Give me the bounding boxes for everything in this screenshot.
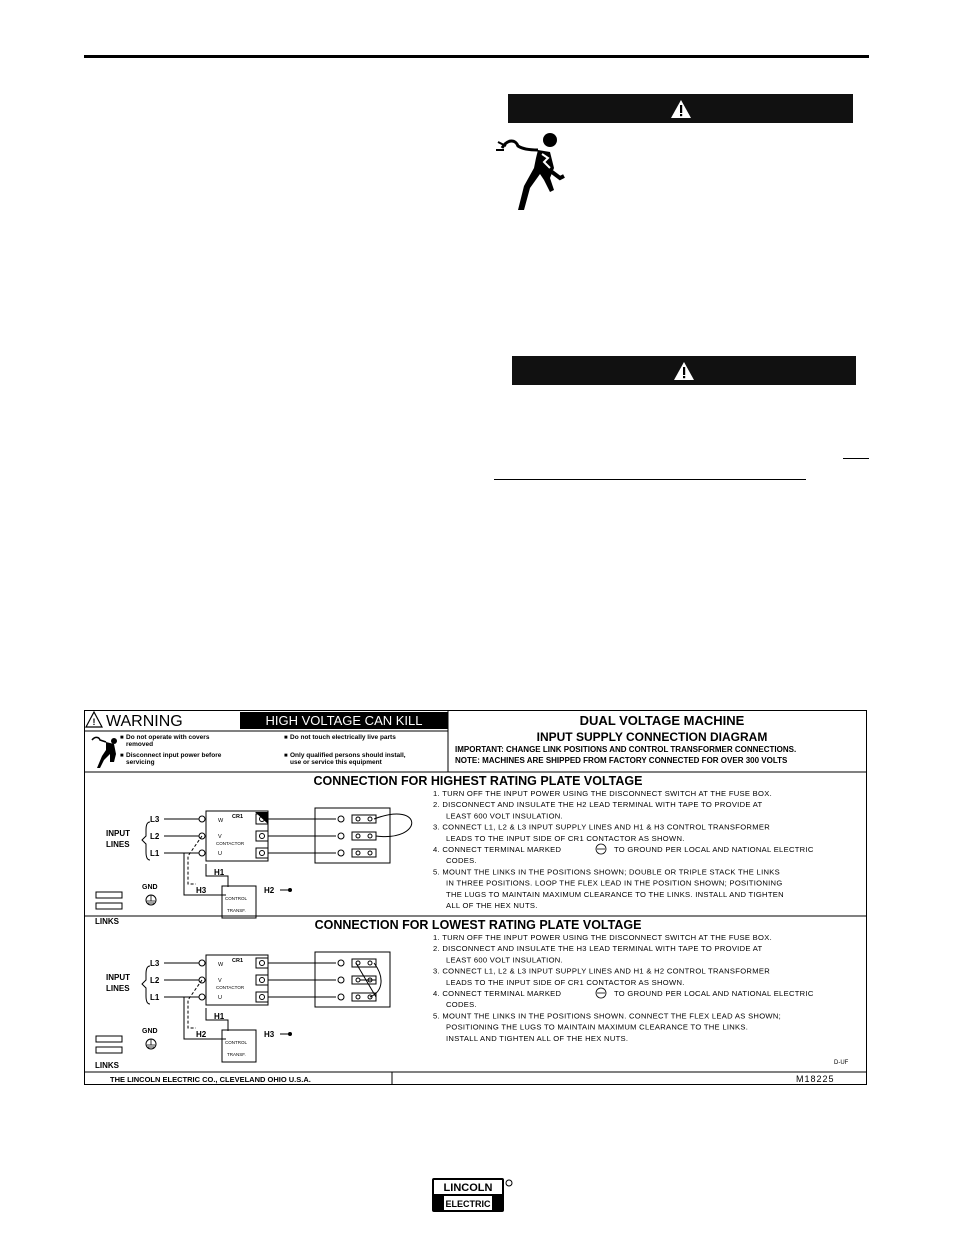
- links-label: LINKS: [95, 1061, 119, 1070]
- control-transformer-box: [222, 1030, 256, 1062]
- lines-label: LINES: [106, 840, 130, 849]
- instruction-step: 2. DISCONNECT AND INSULATE THE H2 LEAD TERMINAL WITH TAPE TO PROVIDE AT: [433, 800, 763, 810]
- warning-bullet-bullet: ■: [120, 753, 124, 759]
- transf-label: TRANSF.: [227, 1052, 246, 1057]
- terminal-lug: [199, 850, 205, 856]
- board-terminal: [338, 960, 344, 966]
- underline-rule: [494, 479, 806, 480]
- contactor-terminal: [256, 975, 268, 985]
- instruction-step: POSITIONING THE LUGS TO MAINTAIN MAXIMUM CLEARANCE TO THE LINKS.: [446, 1022, 749, 1032]
- instruction-step: 4. CONNECT TERMINAL MARKED: [433, 989, 562, 998]
- instruction-step: TO GROUND PER LOCAL AND NATIONAL ELECTRIC: [614, 845, 814, 854]
- warning-bullet-bullet: ■: [284, 735, 288, 741]
- instruction-step: 1. TURN OFF THE INPUT POWER USING THE DISCONNECT SWITCH AT THE FUSE BOX.: [433, 789, 773, 798]
- link-nut: [356, 834, 360, 838]
- instruction-step: 2. DISCONNECT AND INSULATE THE H3 LEAD TERMINAL WITH TAPE TO PROVIDE AT: [433, 944, 763, 954]
- warning-bullet-1: Do not operate with covers: [126, 734, 210, 741]
- contactor-terminal: [256, 831, 268, 841]
- board-terminal: [338, 816, 344, 822]
- link-nut: [368, 834, 372, 838]
- contactor-terminal: [256, 848, 268, 858]
- hb-label: H2: [264, 886, 275, 895]
- warning-triangle-mark: !: [92, 717, 96, 727]
- instruction-step: 1. TURN OFF THE INPUT POWER USING THE DISCONNECT SWITCH AT THE FUSE BOX.: [433, 933, 773, 942]
- instruction-step: 3. CONNECT L1, L2 & L3 INPUT SUPPLY LINES AND H1 & H2 CONTROL TRANSFORMER: [433, 966, 770, 976]
- links-label: LINKS: [95, 917, 119, 926]
- hb-terminal: [288, 888, 292, 892]
- link-legend: [96, 903, 122, 909]
- contactor-label: CONTACTOR: [216, 985, 245, 990]
- hb-label: H3: [264, 1030, 275, 1039]
- terminal-lug: [199, 960, 205, 966]
- lincoln-electric-logo: [432, 1178, 514, 1212]
- control-label: CONTROL: [225, 896, 248, 901]
- diagram-important: IMPORTANT: CHANGE LINK POSITIONS AND CONTROL TRANSFORMER CONNECTIONS.: [455, 745, 797, 754]
- instruction-step: CODES.: [446, 1000, 477, 1010]
- instruction-step: 4. CONNECT TERMINAL MARKED: [433, 845, 562, 854]
- input-brace: [142, 966, 150, 1004]
- link-legend: [96, 892, 122, 898]
- link-nut: [356, 978, 360, 982]
- warning-bullet-1b: removed: [126, 741, 154, 748]
- control-lead: [188, 836, 202, 884]
- link-nut: [368, 851, 372, 855]
- diagram-note: NOTE: MACHINES ARE SHIPPED FROM FACTORY CONNECTED FOR OVER 300 VOLTS: [455, 756, 788, 765]
- instruction-step: CODES.: [446, 856, 477, 866]
- instruction-step: 3. CONNECT L1, L2 & L3 INPUT SUPPLY LINES AND H1 & H3 CONTROL TRANSFORMER: [433, 822, 770, 832]
- section-title: CONNECTION FOR HIGHEST RATING PLATE VOLTAGE: [313, 774, 643, 788]
- warning-bullet-2b: servicing: [126, 759, 155, 766]
- underline-rule: [843, 458, 869, 459]
- warning-triangle-icon: [673, 361, 695, 381]
- h1-label: H1: [214, 868, 225, 877]
- line-label: L2: [150, 976, 160, 985]
- transf-label: TRANSF.: [227, 908, 246, 913]
- flex-lead: [374, 814, 412, 837]
- warning-bullet-4: Only qualified persons should install,: [290, 752, 406, 759]
- logo-line2: ELECTRIC: [445, 1199, 491, 1209]
- ha-label: H2: [196, 1030, 207, 1039]
- logo-line1: LINCOLN: [443, 1182, 493, 1194]
- board-terminal: [338, 977, 344, 983]
- ha-label: H3: [196, 886, 207, 895]
- warning-bullet-bullet: ■: [284, 753, 288, 759]
- link-nut: [368, 817, 372, 821]
- diagram-heading: [455, 713, 796, 765]
- electric-shock-icon: [92, 737, 117, 768]
- connection-diagram: [84, 710, 867, 1085]
- warning-bar: [508, 94, 853, 123]
- footer-code: D-UF: [834, 1060, 849, 1066]
- link-nut: [356, 995, 360, 999]
- electric-shock-icon: [494, 128, 568, 214]
- control-lead: [188, 980, 202, 1028]
- contactor-terminal: [256, 958, 268, 968]
- terminal-u-label: U: [218, 995, 222, 1001]
- line-label: L1: [150, 993, 160, 1002]
- cr1-label: CR1: [232, 814, 244, 820]
- warning-bullet-3: Do not touch electrically live parts: [290, 734, 396, 741]
- top-rule: [84, 55, 869, 58]
- instruction-step: IN THREE POSITIONS. LOOP THE FLEX LEAD IN THE POSITION SHOWN; POSITIONING: [446, 878, 783, 888]
- line-label: L3: [150, 815, 160, 824]
- hb-terminal: [288, 1032, 292, 1036]
- warning-triangle-icon: [670, 99, 692, 119]
- link-nut: [356, 817, 360, 821]
- contactor-terminal: [256, 992, 268, 1002]
- diagram-subtitle: INPUT SUPPLY CONNECTION DIAGRAM: [536, 730, 768, 744]
- line-label: L2: [150, 832, 160, 841]
- instruction-step: INSTALL AND TIGHTEN ALL OF THE HEX NUTS.: [446, 1033, 629, 1043]
- link-nut: [356, 851, 360, 855]
- h1-label: H1: [214, 1012, 225, 1021]
- warning-header: WARNING: [106, 713, 183, 730]
- warning-bullet-4b: use or service this equipment: [290, 759, 382, 766]
- warning-bullet-2: Disconnect input power before: [126, 752, 222, 759]
- section-title: CONNECTION FOR LOWEST RATING PLATE VOLTAGE: [314, 918, 642, 932]
- instruction-step: TO GROUND PER LOCAL AND NATIONAL ELECTRIC: [614, 989, 814, 998]
- footer-company: THE LINCOLN ELECTRIC CO., CLEVELAND OHIO U.S.A.: [110, 1075, 311, 1084]
- line-label: L1: [150, 849, 160, 858]
- instruction-step: 5. MOUNT THE LINKS IN THE POSITIONS SHOWN. CONNECT THE FLEX LEAD AS SHOWN;: [433, 1011, 782, 1021]
- line-label: L3: [150, 959, 160, 968]
- diagram-title: DUAL VOLTAGE MACHINE: [579, 713, 745, 728]
- input-label: INPUT: [106, 973, 130, 982]
- terminal-v-label: V: [218, 834, 222, 840]
- diagonal-links: [356, 963, 376, 997]
- instruction-step: THE LUGS TO MAINTAIN MAXIMUM CLEARANCE TO THE LINKS. INSTALL AND TIGHTEN: [446, 889, 784, 899]
- instruction-step: 5. MOUNT THE LINKS IN THE POSITIONS SHOWN; DOUBLE OR TRIPLE STACK THE LINKS: [433, 867, 780, 877]
- gnd-label: GND: [142, 884, 158, 891]
- connection-diagram-svg: [84, 710, 867, 1085]
- warning-bullet-bullet: ■: [120, 735, 124, 741]
- input-label: INPUT: [106, 829, 130, 838]
- instruction-step: LEADS TO THE INPUT SIDE OF CR1 CONTACTOR AS SHOWN.: [446, 977, 685, 987]
- caution-bar: [512, 356, 856, 385]
- terminal-u-label: U: [218, 851, 222, 857]
- gnd-label: GND: [142, 1028, 158, 1035]
- section-lowest: [95, 918, 814, 1070]
- link-legend: [96, 1047, 122, 1053]
- terminal-lug: [199, 994, 205, 1000]
- footer-drawing-number: M18225: [796, 1074, 835, 1084]
- instruction-step: ALL OF THE HEX NUTS.: [446, 901, 538, 910]
- cr1-label: CR1: [232, 958, 244, 964]
- instruction-step: LEADS TO THE INPUT SIDE OF CR1 CONTACTOR AS SHOWN.: [446, 833, 685, 843]
- warning-title: HIGH VOLTAGE CAN KILL: [265, 713, 423, 728]
- terminal-w-label: W: [218, 962, 224, 968]
- link-legend: [96, 1036, 122, 1042]
- warning-panel: [84, 712, 448, 768]
- control-transformer-box: [222, 886, 256, 918]
- instruction-step: LEAST 600 VOLT INSULATION.: [446, 955, 563, 965]
- board-terminal: [338, 850, 344, 856]
- board-terminal: [338, 994, 344, 1000]
- link-nut: [368, 961, 372, 965]
- terminal-v-label: V: [218, 978, 222, 984]
- section-highest: [95, 774, 814, 926]
- instruction-step: LEAST 600 VOLT INSULATION.: [446, 811, 563, 821]
- board-terminal: [338, 833, 344, 839]
- lines-label: LINES: [106, 984, 130, 993]
- terminal-w-label: W: [218, 818, 224, 824]
- input-brace: [142, 822, 150, 860]
- contactor-label: CONTACTOR: [216, 841, 245, 846]
- control-label: CONTROL: [225, 1040, 248, 1045]
- terminal-lug: [199, 816, 205, 822]
